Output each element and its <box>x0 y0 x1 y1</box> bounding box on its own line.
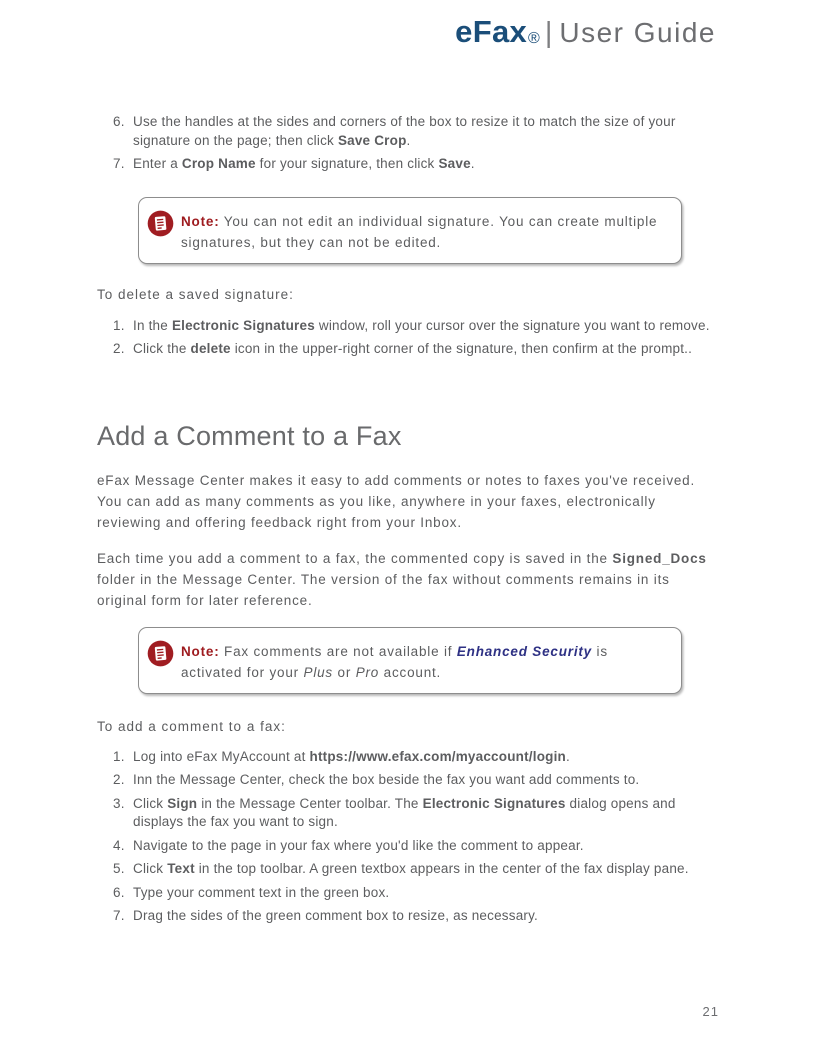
list-number: 1. <box>113 317 125 333</box>
list-item <box>113 771 717 790</box>
list-item-text: Click the delete icon in the upper-right corner of the signature, then confirm at the prompt.. <box>133 341 693 356</box>
registered-trademark-symbol: ® <box>528 30 540 47</box>
resize-signature-steps-list <box>113 113 717 174</box>
note-document-icon <box>147 210 174 237</box>
signed-docs-paragraph: Each time you add a comment to a fax, the commented copy is saved in the Signed_Docs folder in the Message Center. The version of the fax without comments remains in its original form for later reference. <box>97 550 707 608</box>
section-title: Add a Comment to a Fax <box>97 420 402 451</box>
list-item <box>113 317 717 336</box>
list-number: 2. <box>113 772 125 787</box>
list-item-text: Click Sign in the Message Center toolbar. The Electronic Signatures dialog opens and displays the fax you want to sign. <box>133 795 676 829</box>
page-number: 21 <box>702 1004 719 1019</box>
logo-divider: | <box>544 17 553 49</box>
list-item <box>113 340 717 359</box>
list-item <box>113 907 717 926</box>
page-content <box>0 113 816 926</box>
list-number: 7. <box>113 156 125 171</box>
efax-logo: eFax <box>455 14 528 49</box>
note-callout-box <box>138 627 682 694</box>
list-item-text: In the Electronic Signatures window, roll your cursor over the signature you want to remove. <box>133 317 710 333</box>
page-header <box>0 0 816 52</box>
note-text: Note: You can not edit an individual signature. You can create multiple signatures, but they can not be edited. <box>181 213 658 250</box>
list-number: 2. <box>113 341 125 356</box>
list-item <box>113 113 717 150</box>
list-number: 7. <box>113 908 125 923</box>
list-item-text: Click Text in the top toolbar. A green textbox appears in the center of the fax display pane. <box>133 861 689 876</box>
list-item <box>113 884 717 903</box>
list-item <box>113 837 717 856</box>
list-item-text: Inn the Message Center, check the box beside the fax you want add comments to. <box>133 772 640 787</box>
subheading-add-comment: To add a comment to a fax: <box>97 718 286 734</box>
intro-paragraph: eFax Message Center makes it easy to add comments or notes to faxes you've received. You can add as many comments as you like, anywhere in your faxes, electronically reviewing and offering feedback right from your Inbox. <box>97 472 696 530</box>
list-number: 1. <box>113 748 125 764</box>
subheading-delete-signature: To delete a saved signature: <box>97 286 294 302</box>
list-item <box>113 860 717 879</box>
guide-title: User Guide <box>559 17 716 48</box>
list-item-text: Enter a Crop Name for your signature, then click Save. <box>133 156 475 171</box>
list-item-text: Navigate to the page in your fax where you'd like the comment to appear. <box>133 837 584 853</box>
list-item-text: Log into eFax MyAccount at https://www.efax.com/myaccount/login. <box>133 748 570 764</box>
list-item <box>113 748 717 767</box>
add-comment-steps-list <box>113 748 717 926</box>
list-item-text: Use the handles at the sides and corners of the box to resize it to match the size of your signature on the page; then click Save Crop. <box>133 114 676 148</box>
note-callout-box <box>138 197 682 264</box>
list-item <box>113 795 717 832</box>
list-number: 3. <box>113 795 125 811</box>
note-document-icon <box>147 640 174 667</box>
list-number: 6. <box>113 114 125 129</box>
list-number: 6. <box>113 884 125 900</box>
list-number: 5. <box>113 861 125 876</box>
list-item-text: Drag the sides of the green comment box to resize, as necessary. <box>133 908 538 923</box>
list-number: 4. <box>113 837 125 853</box>
list-item-text: Type your comment text in the green box. <box>133 884 390 900</box>
delete-signature-steps-list <box>113 317 717 359</box>
note-text: Note: Fax comments are not available if Enhanced Security is activated for your Plus or Pro account. <box>181 643 608 680</box>
list-item <box>113 155 717 174</box>
